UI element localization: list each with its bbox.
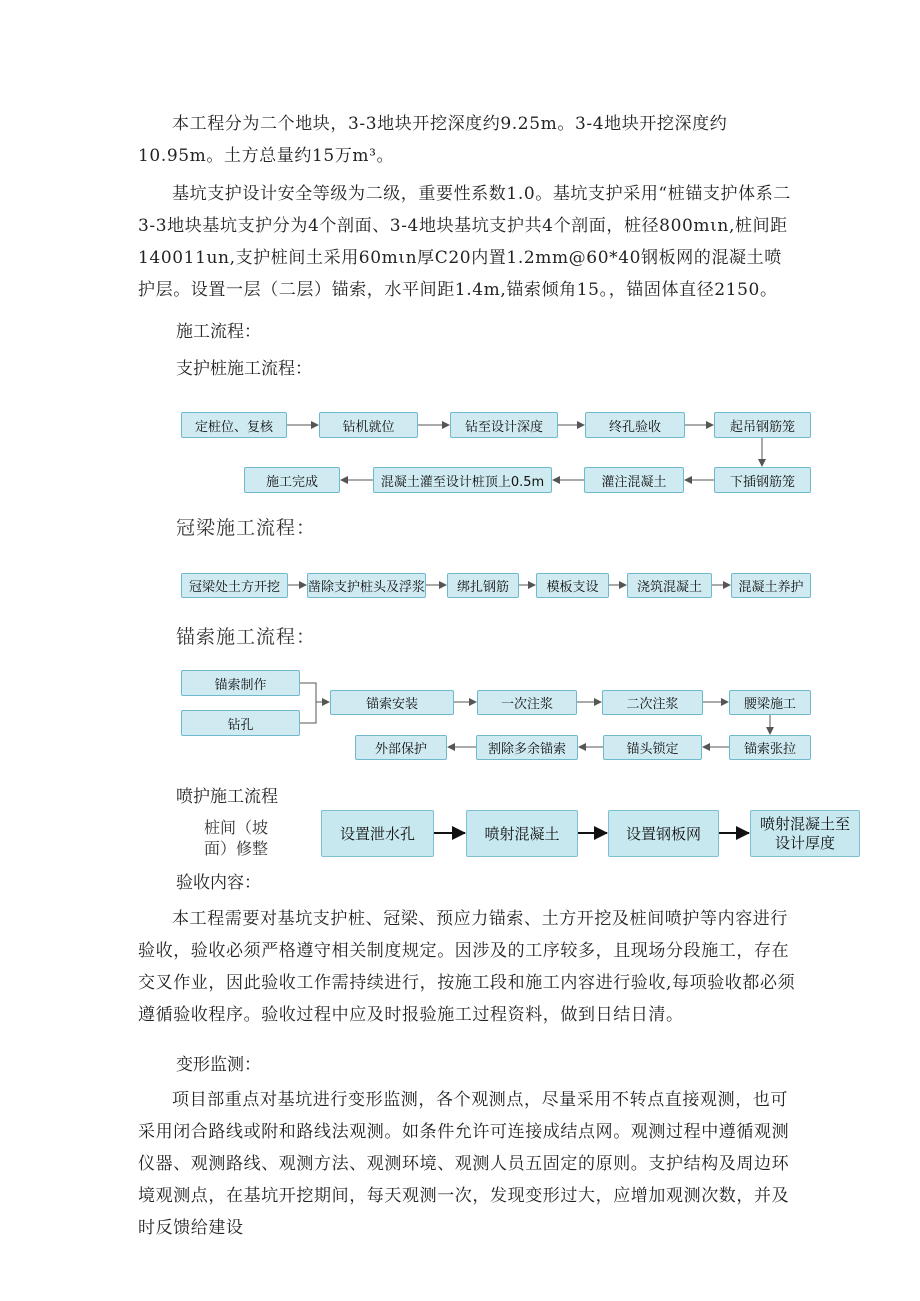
anchor-step-waler: 腰梁施工 (729, 690, 811, 715)
pile-step-3: 钻至设计深度 (450, 412, 558, 438)
beam-step-2: 凿除支护桩头及浮浆 (307, 573, 426, 598)
beam-step-4: 模板支设 (536, 573, 609, 598)
heading-construction-flow: 施工流程： (176, 322, 261, 342)
spray-step-4: 喷射混凝土至设计厚度 (750, 810, 860, 857)
heading-monitoring: 变形监测： (176, 1055, 261, 1075)
pile-step-9: 施工完成 (244, 467, 340, 493)
pile-step-8: 混凝土灌至设计桩顶上0.5m (373, 467, 552, 493)
anchor-step-tension: 锚索张拉 (729, 735, 811, 760)
heading-spray-flow: 喷护施工流程 (176, 787, 278, 807)
pile-step-2: 钻机就位 (319, 412, 418, 438)
monitoring-section (138, 1084, 798, 1244)
spray-step-2: 喷射混凝土 (466, 810, 578, 857)
pile-step-7: 灌注混凝土 (584, 467, 684, 493)
anchor-step-protect: 外部保护 (355, 735, 447, 760)
intro-section (138, 108, 798, 306)
acceptance-paragraph: 本工程需要对基坑支护桩、冠梁、预应力锚索、土方开挖及桩间喷护等内容进行验收，验收必须严格遵守相关制度规定。因涉及的工序较多，且现场分段施工，存在交叉作业，因此验收工作需持续进行，按施工段和施工内容进行验收,每项验收都必须遵循验收程序。验收过程中应及时报验施工过程资料，做到日结日清。 (138, 909, 796, 1025)
spray-side-label: 桩间（坡面）修整 (203, 818, 268, 858)
acceptance-section (138, 903, 798, 1031)
beam-step-6: 混凝土养护 (731, 573, 811, 598)
heading-pile-flow: 支护桩施工流程： (176, 359, 312, 379)
anchor-step-install: 锚索安装 (330, 690, 454, 715)
spray-step-3: 设置钢板网 (608, 810, 719, 857)
anchor-step-lock: 锚头锁定 (603, 735, 702, 760)
spray-step-1: 设置泄水孔 (321, 810, 434, 857)
bracket (300, 683, 316, 723)
intro-paragraph-1: 本工程分为二个地块，3-3地块开挖深度约9.25m。3-4地块开挖深度约10.95m。土方总量约15万m³。 (138, 114, 728, 166)
anchor-step-grout1: 一次注浆 (477, 690, 577, 715)
monitoring-paragraph: 项目部重点对基坑进行变形监测，各个观测点，尽量采用不转点直接观测，也可采用闭合路线或附和路线法观测。如条件允许可连接成结点网。观测过程中遵循观测仪器、观测路线、观测方法、观测环境、观测人员五固定的原则。支护结构及周边环境观测点，在基坑开挖期间，每天观测一次，发现变形过大，应增加观测次数，并及时反馈给建设 (138, 1090, 790, 1238)
beam-step-1: 冠梁处土方开挖 (181, 573, 288, 598)
anchor-step-cut: 割除多余锚索 (476, 735, 578, 760)
anchor-make: 锚索制作 (181, 670, 300, 696)
heading-acceptance: 验收内容： (176, 873, 261, 893)
heading-anchor-flow: 锚索施工流程： (176, 626, 317, 648)
beam-step-5: 浇筑混凝土 (627, 573, 712, 598)
pile-step-1: 定桩位、复核 (181, 412, 287, 438)
anchor-drill: 钻孔 (181, 710, 300, 736)
anchor-step-grout2: 二次注浆 (602, 690, 703, 715)
beam-step-3: 绑扎钢筋 (447, 573, 519, 598)
pile-step-5: 起吊钢筋笼 (714, 412, 811, 438)
pile-step-6: 下插钢筋笼 (714, 467, 811, 493)
intro-paragraph-2: 基坑支护设计安全等级为二级，重要性系数1.0。基坑支护采用“桩锚支护体系二3-3地块基坑支护分为4个剖面、3-4地块基坑支护共4个剖面，桩径800mιn,桩间距140011un,支护桩间土采用60mιn厚C20内置1.2mm@60*40钢板网的混凝土喷护层。设置一层（二层）锚索，水平间距1.4m,锚索倾角15。，锚固体直径2150。 (138, 184, 791, 300)
heading-beam-flow: 冠梁施工流程： (176, 517, 317, 539)
pile-step-4: 终孔验收 (585, 412, 685, 438)
